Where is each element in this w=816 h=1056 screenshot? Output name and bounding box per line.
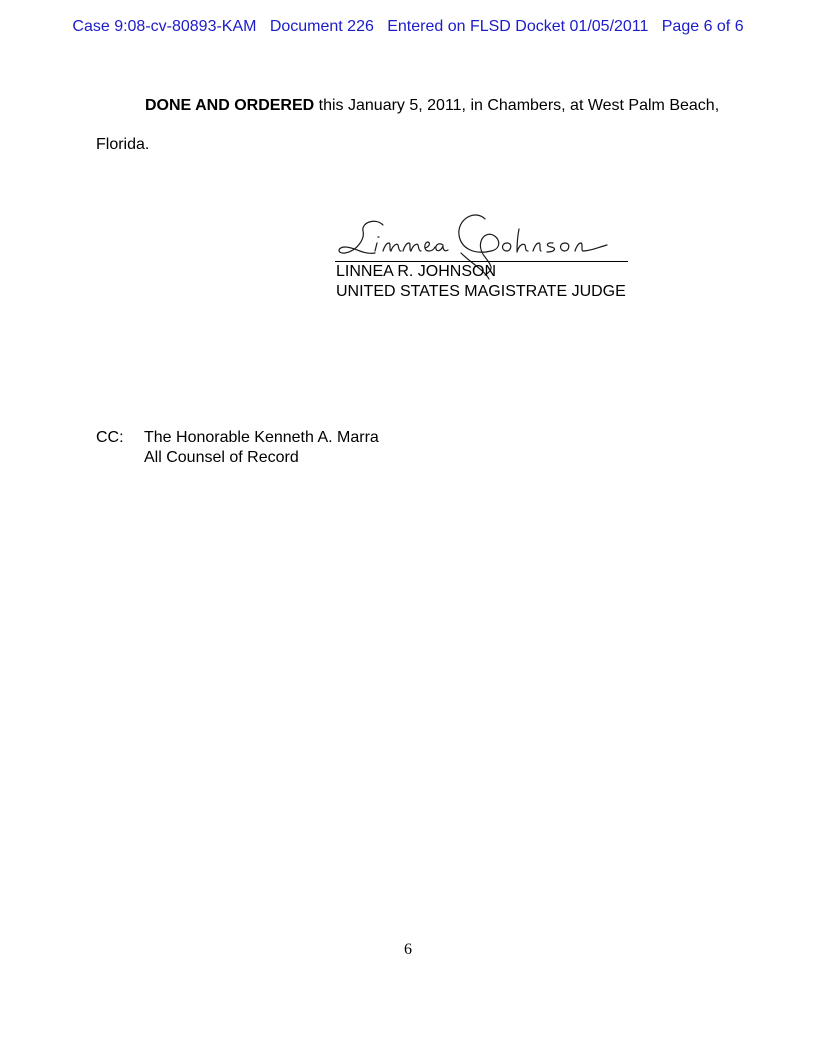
order-bold-phrase: DONE AND ORDERED: [145, 97, 315, 114]
signatory-name: LINNEA R. JOHNSON: [336, 263, 497, 280]
cc-recipient: All Counsel of Record: [144, 449, 299, 466]
cc-recipient: The Honorable Kenneth A. Marra: [144, 429, 379, 446]
signature-block: [335, 205, 635, 305]
signatory-title: UNITED STATES MAGISTRATE JUDGE: [336, 283, 626, 300]
order-paragraph: [145, 97, 719, 115]
cc-label: CC:: [96, 429, 124, 446]
order-continuation: Florida.: [96, 136, 150, 153]
order-text: this January 5, 2011, in Chambers, at West Palm Beach,: [314, 97, 720, 114]
docket-header: Case 9:08-cv-80893-KAM Document 226 Entered on FLSD Docket 01/05/2011 Page 6 of 6: [72, 18, 744, 35]
signature-line: [335, 261, 628, 262]
page-number: 6: [404, 941, 412, 958]
